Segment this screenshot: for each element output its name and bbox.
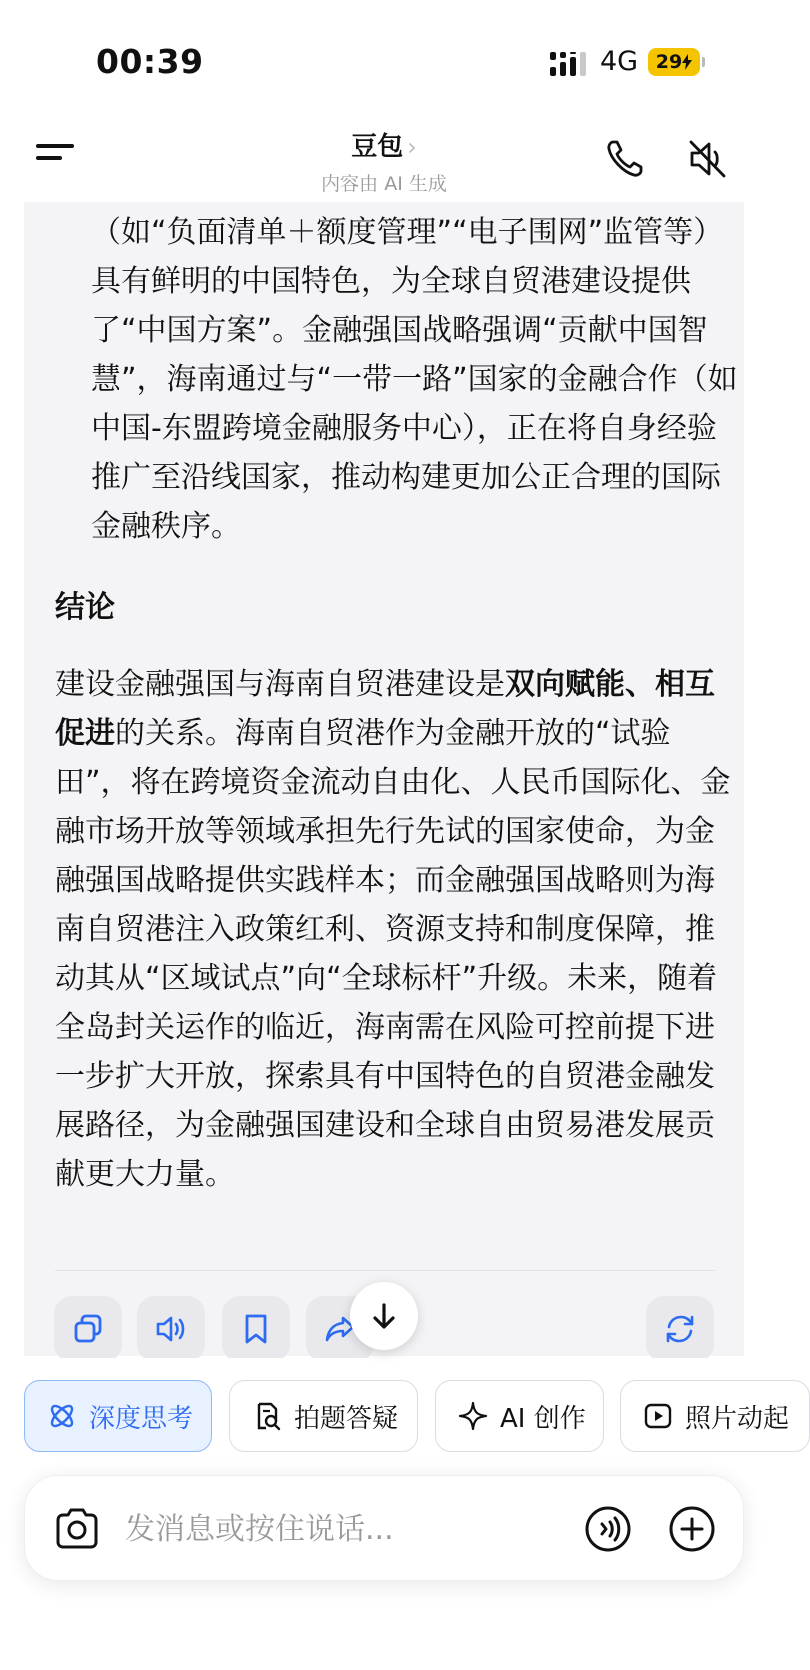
chip-photo-question[interactable]: [229, 1380, 418, 1452]
conclusion-text-2: 的关系。海南自贸港作为金融开放的“试验田”，将在跨境资金流动自由化、人民币国际化、金融市场开放等领域承担先行先试的国家使命，为金融强国战略提供实践样本；而金融强国战略则为海南自贸港注入政策红利、资源支持和制度保障，推动其从“区域试点”向“全球标杆”升级。未来，随着全岛封关运作的临近，海南需在风险可控前提下进一步扩大开放，探索具有中国特色的自贸港金融发展路径，为金融强国建设和全球自由贸易港发展贡献更大力量。: [55, 716, 731, 1192]
battery-level: 29: [655, 51, 683, 73]
speaker-mute-icon[interactable]: [686, 138, 728, 180]
voice-input-icon[interactable]: [583, 1504, 633, 1554]
network-label: 4G: [600, 46, 639, 77]
message-input[interactable]: [125, 1506, 545, 1552]
regenerate-icon: [663, 1312, 697, 1346]
play-icon: [643, 1401, 673, 1431]
bookmark-icon: [239, 1312, 273, 1346]
chevron-right-icon: ›: [407, 133, 417, 161]
arrow-down-icon: [369, 1301, 399, 1331]
page-title[interactable]: 豆包: [351, 132, 404, 162]
conclusion-paragraph: [55, 660, 735, 1199]
message-input-bar: [24, 1475, 744, 1581]
scroll-to-bottom-button[interactable]: [350, 1282, 418, 1350]
camera-icon[interactable]: [53, 1506, 101, 1552]
conclusion-emphasis: 双向赋能、相互促进: [55, 667, 715, 751]
photo-question-icon: [252, 1401, 282, 1431]
status-time: 00:39: [96, 42, 204, 81]
copy-button[interactable]: [54, 1296, 122, 1362]
section-heading: 结论: [55, 590, 115, 625]
status-bar: [0, 0, 768, 110]
regenerate-button[interactable]: [646, 1296, 714, 1362]
chip-label: 拍题答疑: [294, 1403, 399, 1434]
chip-deep-think[interactable]: [24, 1380, 212, 1452]
speaker-icon: [154, 1312, 188, 1346]
read-aloud-button[interactable]: [137, 1296, 205, 1362]
sparkle-icon: [458, 1401, 488, 1431]
battery-indicator: [648, 48, 700, 76]
deep-think-icon: [47, 1401, 77, 1431]
conclusion-text-1: 建设金融强国与海南自贸港建设是: [55, 667, 505, 702]
chip-photo-animate[interactable]: [620, 1380, 810, 1452]
header-title-group[interactable]: [0, 126, 768, 196]
chip-ai-create[interactable]: [435, 1380, 604, 1452]
signal-icon: [550, 52, 588, 76]
chat-header: [0, 110, 768, 202]
chip-label: 照片动起: [685, 1403, 790, 1434]
divider: [55, 1270, 715, 1271]
bookmark-button[interactable]: [222, 1296, 290, 1362]
phone-icon[interactable]: [604, 138, 646, 180]
ai-message-card: [24, 202, 744, 1356]
message-paragraph: （如“负面清单＋额度管理”“电子围网”监管等）具有鲜明的中国特色，为全球自贸港建设提供了“中国方案”。金融强国战略强调“贡献中国智慧”，海南通过与“一带一路”国家的金融合作（如中国-东盟跨境金融服务中心），正在将自身经验推广至沿线国家，推动构建更加公正合理的国际金融秩序。: [91, 215, 738, 544]
copy-icon: [71, 1312, 105, 1346]
plus-icon[interactable]: [667, 1504, 717, 1554]
charging-icon: [682, 54, 692, 70]
ai-generated-notice: 内容由 AI 生成: [321, 173, 447, 195]
chip-label: 深度思考: [89, 1403, 194, 1434]
chip-label: AI 创作: [500, 1403, 586, 1434]
quick-action-chips: [0, 1358, 790, 1458]
